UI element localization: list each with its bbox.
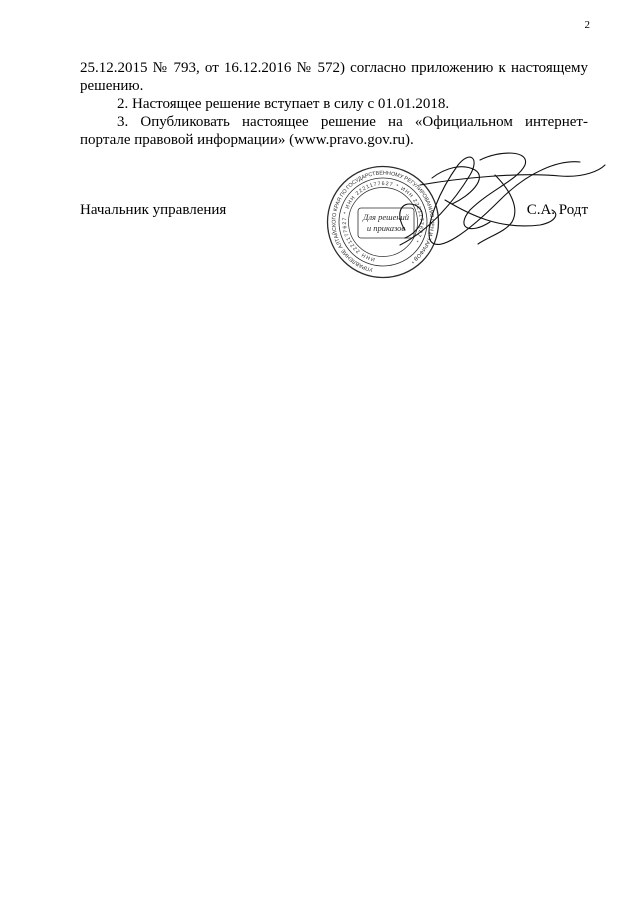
handwritten-signature (400, 153, 605, 245)
stamp-center-line: Для решений (362, 212, 410, 222)
paragraph-line: решению. (80, 78, 144, 94)
signatory-position: Начальник управления (80, 202, 227, 218)
signatory-name: С.А. Родт (526, 202, 588, 218)
stamp-inner-ring-text: ИНН 2221177627 * ИНН 2221177627 * ИНН 2221177627 * (341, 180, 425, 263)
stamp-outer-circle (328, 167, 439, 278)
paragraph-line: 2. Настоящее решение вступает в силу с 01.01.2018. (117, 96, 450, 112)
stamp-center-line: и приказов (366, 223, 406, 233)
stamp-center-box (358, 208, 414, 238)
stamp-middle-circle (339, 178, 427, 266)
paragraph-line: 3. Опубликовать настоящее решение на «Официальном интернет- (117, 114, 588, 130)
paragraph-line: портале правовой информации» (www.pravo.gov.ru). (80, 132, 414, 148)
page-number: 2 (584, 19, 590, 31)
official-stamp (328, 167, 439, 278)
stamp-outer-ring-text: УПРАВЛЕНИЕ АЛТАЙСКОГО КРАЯ ПО ГОСУДАРСТВЕННОМУ РЕГУЛИРОВАНИЮ ЦЕН И ТАРИФОВ * (331, 170, 435, 273)
stamp-and-signature (0, 0, 640, 300)
stamp-inner-circle (349, 188, 418, 257)
paragraph-line: 25.12.2015 № 793, от 16.12.2016 № 572) согласно приложению к настоящему (80, 60, 588, 76)
